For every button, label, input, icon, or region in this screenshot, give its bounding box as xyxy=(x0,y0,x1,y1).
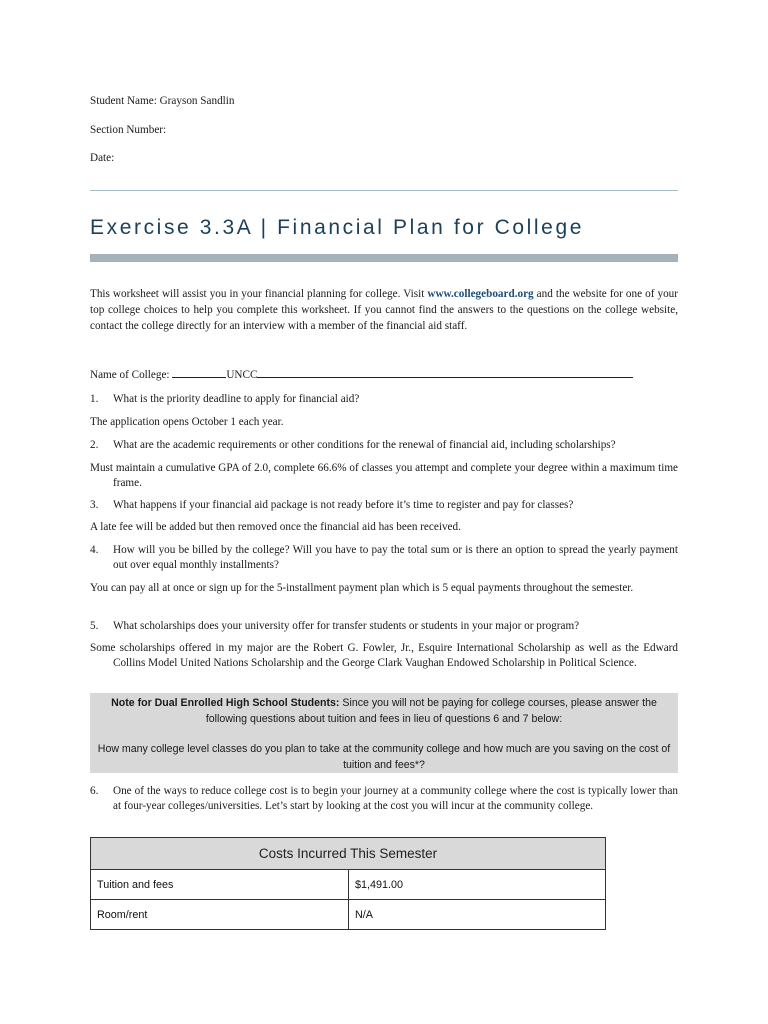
question-6 xyxy=(90,784,678,814)
college-name-line xyxy=(90,366,633,381)
cost-label: Tuition and fees xyxy=(91,870,349,900)
table-row xyxy=(91,870,606,900)
question-2 xyxy=(90,438,678,453)
question-number: 5. xyxy=(90,620,99,632)
intro-text-start: This worksheet will assist you in your financial planning for college. Visit xyxy=(90,288,428,300)
question-number: 3. xyxy=(90,499,99,511)
blank-line xyxy=(257,366,633,378)
answer-1[interactable]: The application opens October 1 each year. xyxy=(90,416,284,428)
cost-value[interactable]: N/A xyxy=(349,900,606,930)
table-row xyxy=(91,900,606,930)
table-header-row xyxy=(91,838,606,870)
question-text: How will you be billed by the college? Will you have to pay the total sum or is there an option to spread the yearly payment out over equal monthly installments? xyxy=(113,544,678,571)
question-3 xyxy=(90,498,678,513)
answer-4[interactable]: You can pay all at once or sign up for the 5-installment payment plan which is 5 equal payments throughout the semester. xyxy=(90,582,634,594)
intro-paragraph xyxy=(90,286,678,334)
question-text: What are the academic requirements or other conditions for the renewal of financial aid, including scholarships? xyxy=(113,439,616,451)
question-number: 1. xyxy=(90,393,99,405)
date-field: Date: xyxy=(90,152,115,164)
answer-2[interactable]: Must maintain a cumulative GPA of 2.0, complete 66.6% of classes you attempt and complete your degree within a maximum time frame. xyxy=(90,462,678,489)
note-question: How many college level classes do you plan to take at the community college and how much are you saving on the cost of tuition and fees*? xyxy=(97,743,671,771)
section-number: Section Number: xyxy=(90,124,167,136)
note-text: Since you will not be paying for college courses, please answer the following questions about tuition and fees in lieu of questions 6 and 7 below: xyxy=(205,697,657,725)
student-name: Student Name: Grayson Sandlin xyxy=(90,95,235,107)
answer-3[interactable]: A late fee will be added but then removed once the financial aid has been received. xyxy=(90,521,461,533)
question-text: What is the priority deadline to apply for financial aid? xyxy=(113,393,360,405)
title-divider xyxy=(90,254,678,262)
cost-label: Room/rent xyxy=(91,900,349,930)
page-title: Exercise 3.3A | Financial Plan for College xyxy=(90,216,585,239)
header-divider xyxy=(90,190,678,191)
blank-line xyxy=(172,366,226,378)
question-text: One of the ways to reduce college cost is to begin your journey at a community college where the cost is typically lower than at four-year colleges/universities. Let’s start by looking at the cost you will incur at the community college. xyxy=(113,785,678,812)
question-1 xyxy=(90,392,678,407)
question-text: What happens if your financial aid package is not ready before it’s time to register and pay for classes? xyxy=(113,499,574,511)
question-number: 6. xyxy=(90,785,99,797)
note-intro xyxy=(94,695,674,727)
college-label: Name of College: xyxy=(90,369,173,381)
question-5 xyxy=(90,619,678,634)
question-4 xyxy=(90,543,678,573)
cost-value[interactable]: $1,491.00 xyxy=(349,870,606,900)
collegeboard-link[interactable]: www.collegeboard.org xyxy=(427,288,534,300)
dual-enrollment-note xyxy=(90,693,678,773)
costs-table xyxy=(90,837,606,930)
answer-5[interactable]: Some scholarships offered in my major are the Robert G. Fowler, Jr., Esquire International Scholarship as well as the Edward Collins Model United Nations Scholarship and the George Clark Vaughan Endowed Scholarship in Political Science. xyxy=(90,642,678,669)
question-number: 4. xyxy=(90,544,99,556)
question-text: What scholarships does your university offer for transfer students or students in your major or program? xyxy=(113,620,580,632)
note-label: Note for Dual Enrolled High School Students: xyxy=(111,697,340,709)
college-value[interactable]: UNCC xyxy=(226,369,258,381)
intro-text-end: and the website for one of your top college choices to help you complete this worksheet. If you cannot find the answers to the questions on the college website, contact the college directly for an interview with a member of the financial aid staff. xyxy=(90,288,678,332)
question-number: 2. xyxy=(90,439,99,451)
table-header: Costs Incurred This Semester xyxy=(91,838,606,870)
